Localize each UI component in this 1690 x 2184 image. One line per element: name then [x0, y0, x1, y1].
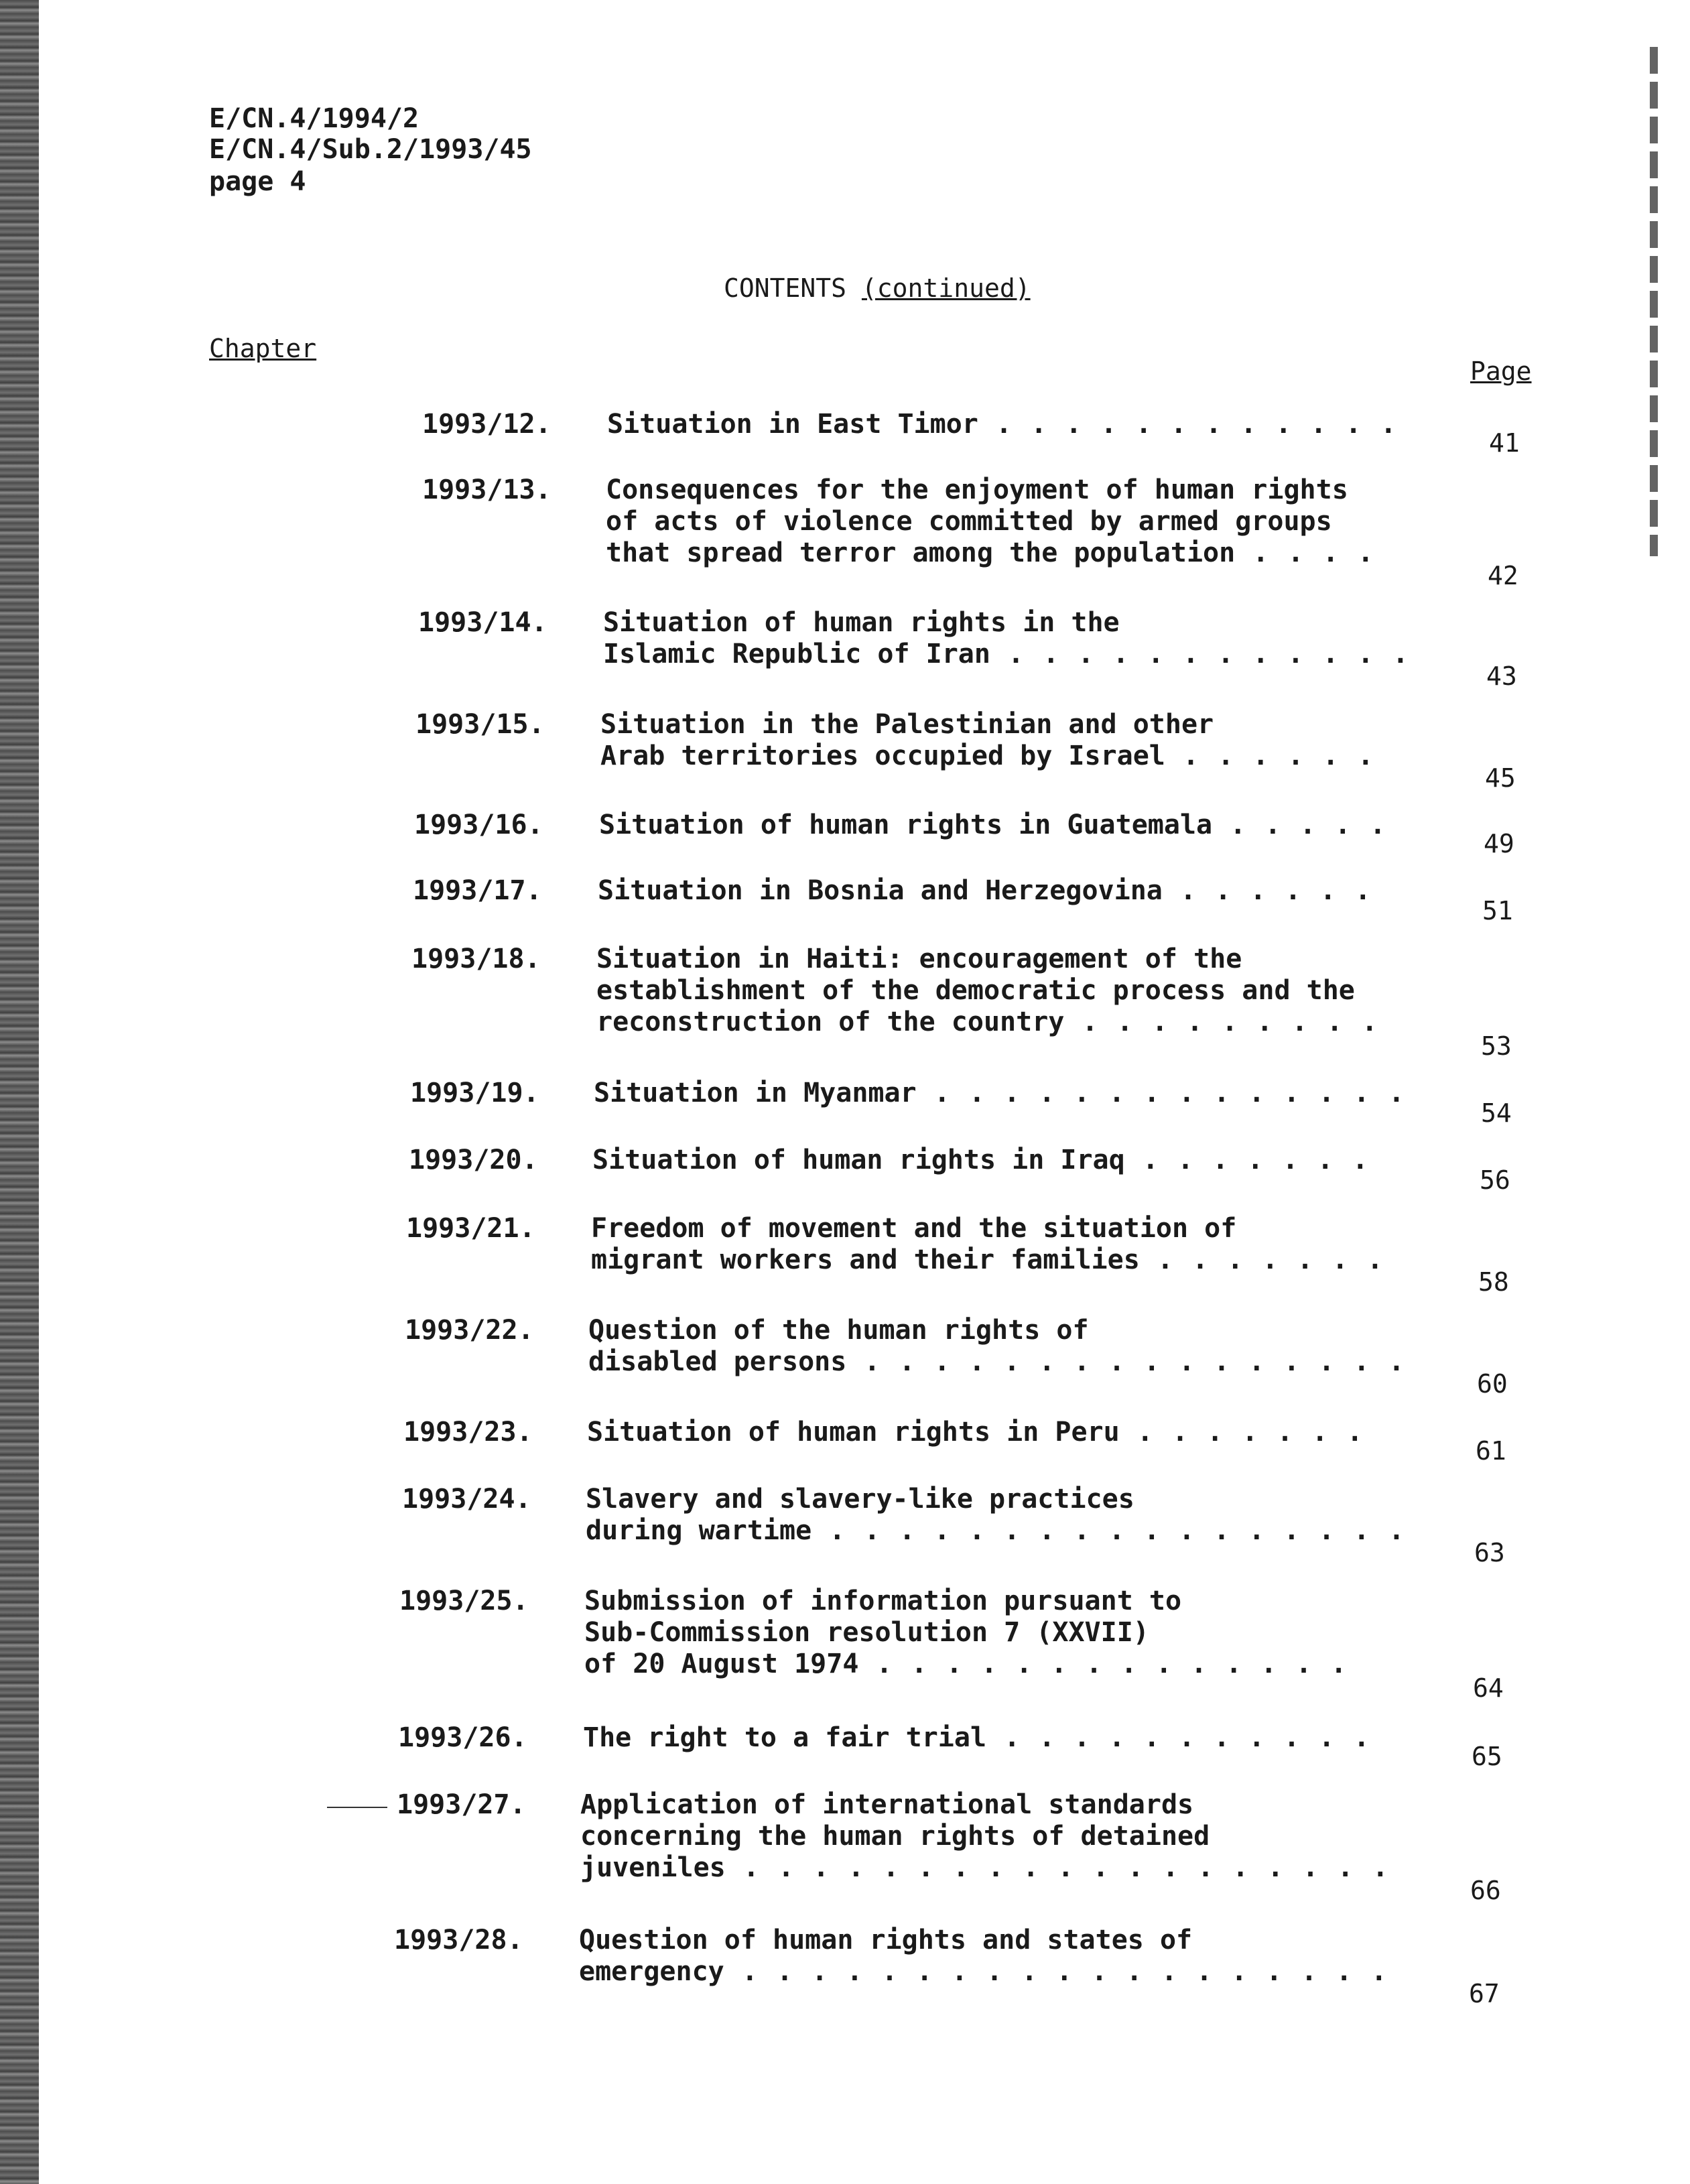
dot-leader: . . . . . . . . . . . . [990, 639, 1410, 669]
dot-leader: . . . . . . . . . . . . . . . . [846, 1346, 1406, 1377]
toc-entry-title-line [607, 409, 1438, 440]
toc-entry-title [579, 1925, 1410, 1988]
toc-entry-number: 1993/22. [405, 1315, 534, 1346]
toc-entry-title [588, 1315, 1419, 1378]
toc-entry-title-text: Consequences for the enjoyment of human rights [606, 474, 1348, 505]
toc-entry-title-text: Islamic Republic of Iran [603, 639, 990, 669]
toc-entry-page-number: 56 [1480, 1165, 1510, 1195]
dot-leader: . . . . . . . . . . . [986, 1722, 1371, 1753]
toc-entry-title-text: establishment of the democratic process and the [596, 975, 1355, 1006]
contents-heading [724, 273, 1031, 303]
toc-entry-title [580, 1789, 1411, 1884]
toc-entry-page-number: 41 [1489, 428, 1520, 458]
toc-entry-title-line [579, 1925, 1410, 1956]
toc-entry-title-line [580, 1821, 1411, 1852]
toc-entry-title [594, 1078, 1425, 1109]
dot-leader: . . . . . [1212, 810, 1387, 840]
toc-entry-page-number: 53 [1481, 1031, 1512, 1061]
toc-entry-title-text: of acts of violence committed by armed groups [606, 506, 1332, 537]
toc-entry-page-number: 58 [1478, 1267, 1509, 1297]
toc-entry-title-line [584, 1617, 1415, 1649]
toc-entry-title-text: juveniles [580, 1852, 726, 1883]
toc-entry-title [591, 1213, 1422, 1276]
dot-leader: . . . . . . . . . . . . . . [858, 1649, 1348, 1679]
toc-entry-title-line [603, 639, 1434, 670]
dot-leader: . . . . . . . . . [1064, 1007, 1379, 1037]
page-reference: page 4 [209, 166, 306, 197]
toc-entry-title-text: of 20 August 1974 [584, 1649, 859, 1679]
toc-entry-title-text: The right to a fair trial [583, 1722, 987, 1753]
dot-leader: . . . . . . . . . . . . [978, 409, 1398, 440]
toc-entry-title [599, 810, 1430, 841]
toc-entry-title-text: Situation in East Timor [607, 409, 978, 440]
toc-entry-page-number: 43 [1486, 661, 1517, 691]
toc-entry-title-line [588, 1315, 1419, 1346]
toc-entry-title-line [584, 1586, 1415, 1617]
toc-entry-title-line [584, 1649, 1415, 1680]
toc-entry-title-text: Situation of human rights in Iraq [592, 1145, 1125, 1175]
toc-entry-title-line [580, 1852, 1411, 1884]
toc-entry-title-line [594, 1078, 1425, 1109]
toc-entry-number: 1993/28. [394, 1925, 523, 1955]
toc-entry-title [586, 1484, 1417, 1547]
toc-entry-title-text: Situation in Myanmar [594, 1078, 917, 1108]
document-symbol-1: E/CN.4/1994/2 [209, 103, 419, 134]
toc-entry-title-line [606, 474, 1437, 506]
toc-entry-title-line [587, 1417, 1418, 1448]
toc-entry-title-text: Situation in Bosnia and Herzegovina [598, 875, 1163, 906]
dot-leader: . . . . . . . . . . . . . . . . . . . [725, 1852, 1390, 1883]
toc-entry-title-text: Situation in Haiti: encouragement of the [596, 944, 1242, 974]
toc-entry-number: 1993/26. [398, 1722, 527, 1753]
toc-entry-title [606, 474, 1437, 569]
toc-entry-title-text: migrant workers and their families [591, 1244, 1140, 1275]
toc-entry-title-text: Application of international standards [580, 1789, 1194, 1820]
toc-entry-page-number: 67 [1469, 1979, 1500, 2008]
toc-entry-number: 1993/18. [411, 944, 541, 974]
toc-entry-page-number: 51 [1482, 896, 1513, 925]
toc-entry-number: 1993/16. [414, 810, 543, 840]
toc-entry-title-line [596, 944, 1427, 975]
scan-edge-left [0, 0, 39, 2184]
toc-entry-title-text: reconstruction of the country [596, 1007, 1065, 1037]
toc-entry-title-line [600, 709, 1431, 741]
toc-entry-number: 1993/12. [422, 409, 551, 440]
toc-entry-title-text: Arab territories occupied by Israel [600, 741, 1165, 771]
toc-entry-number: 1993/20. [409, 1145, 538, 1175]
toc-entry-title-line [588, 1346, 1419, 1378]
toc-entry-title-text: Situation in the Palestinian and other [600, 709, 1214, 740]
toc-entry-page-number: 61 [1476, 1436, 1506, 1466]
toc-entry-title-line [599, 810, 1430, 841]
toc-entry-title [583, 1722, 1414, 1754]
dot-leader: . . . . [1235, 537, 1375, 568]
dot-leader: . . . . . . [1162, 875, 1372, 906]
toc-entry-title-line [579, 1956, 1410, 1988]
toc-entry-title-text: Slavery and slavery-like practices [586, 1484, 1134, 1515]
toc-entry-title-line [603, 607, 1434, 639]
toc-entry-title-text: disabled persons [588, 1346, 847, 1377]
chapter-column-label: Chapter [209, 334, 317, 363]
toc-entry-page-number: 66 [1470, 1876, 1501, 1905]
stray-mark [327, 1807, 387, 1808]
toc-entry-title [596, 944, 1427, 1038]
toc-entry-number: 1993/24. [402, 1484, 531, 1515]
toc-entry-title-line [591, 1213, 1422, 1244]
toc-entry-page-number: 64 [1473, 1673, 1504, 1703]
dot-leader: . . . . . . . [1124, 1145, 1370, 1175]
toc-entry-page-number: 45 [1485, 763, 1516, 793]
document-symbol-2: E/CN.4/Sub.2/1993/45 [209, 134, 532, 165]
toc-entry-title [592, 1145, 1423, 1176]
toc-entry-title [600, 709, 1431, 772]
toc-entry-title-line [606, 506, 1437, 537]
toc-entry-title-line [596, 975, 1427, 1007]
toc-entry-title-text: that spread terror among the population [606, 537, 1236, 568]
toc-entry-number: 1993/25. [399, 1586, 529, 1616]
dot-leader: . . . . . . . [1139, 1244, 1384, 1275]
toc-entry-page-number: 49 [1484, 829, 1514, 858]
toc-entry-number: 1993/13. [422, 474, 551, 505]
toc-entry-title [584, 1586, 1415, 1680]
toc-entry-title [603, 607, 1434, 670]
toc-entry-title-line [586, 1484, 1417, 1515]
toc-entry-title-text: Question of human rights and states of [579, 1925, 1193, 1955]
toc-entry-title-line [583, 1722, 1414, 1754]
contents-heading-qualifier: (continued) [861, 273, 1031, 303]
toc-entry-page-number: 60 [1477, 1369, 1508, 1399]
toc-entry-number: 1993/15. [415, 709, 545, 740]
toc-entry-page-number: 54 [1481, 1098, 1512, 1128]
toc-entry-title-text: Freedom of movement and the situation of [591, 1213, 1237, 1244]
toc-entry-number: 1993/23. [403, 1417, 533, 1448]
dot-leader: . . . . . . . [1119, 1417, 1364, 1448]
toc-entry-title [587, 1417, 1418, 1448]
toc-entry-title-text: during wartime [586, 1515, 812, 1546]
dot-leader: . . . . . . . . . . . . . . . . . [811, 1515, 1406, 1546]
toc-entry-title [598, 875, 1429, 907]
toc-entry-page-number: 65 [1472, 1742, 1502, 1771]
toc-entry-number: 1993/19. [410, 1078, 539, 1108]
toc-entry-page-number: 42 [1488, 561, 1518, 590]
toc-entry-title-text: Submission of information pursuant to [584, 1586, 1182, 1616]
toc-entry-title-text: Situation of human rights in Peru [587, 1417, 1120, 1448]
toc-entry-title-text: Sub-Commission resolution 7 (XXVII) [584, 1617, 1149, 1648]
toc-entry-title-line [606, 537, 1437, 569]
toc-entry-page-number: 63 [1474, 1538, 1505, 1567]
dot-leader: . . . . . . . . . . . . . . [916, 1078, 1406, 1108]
toc-entry-title-line [591, 1244, 1422, 1276]
scan-edge-right [1650, 47, 1658, 556]
dot-leader: . . . . . . . . . . . . . . . . . . . [724, 1956, 1388, 1987]
toc-entry-number: 1993/21. [406, 1213, 535, 1244]
toc-entry-title-line [592, 1145, 1423, 1176]
toc-entry-title-text: concerning the human rights of detained [580, 1821, 1210, 1852]
toc-entry-number: 1993/27. [397, 1789, 526, 1820]
toc-entry-title-line [600, 741, 1431, 772]
toc-entry-title-text: emergency [579, 1956, 724, 1987]
toc-entry-title-text: Situation of human rights in Guatemala [599, 810, 1213, 840]
toc-entry-title-text: Question of the human rights of [588, 1315, 1089, 1346]
toc-entry-title-line [580, 1789, 1411, 1821]
toc-entry-title-line [586, 1515, 1417, 1547]
page-column-label: Page [1470, 357, 1532, 386]
toc-entry-number: 1993/14. [418, 607, 547, 638]
toc-entry-title [607, 409, 1438, 440]
toc-entry-number: 1993/17. [413, 875, 542, 906]
toc-entry-title-line [596, 1007, 1427, 1038]
toc-entry-title-line [598, 875, 1429, 907]
dot-leader: . . . . . . [1165, 741, 1375, 771]
contents-heading-text: CONTENTS [724, 273, 847, 303]
toc-entry-title-text: Situation of human rights in the [603, 607, 1120, 638]
